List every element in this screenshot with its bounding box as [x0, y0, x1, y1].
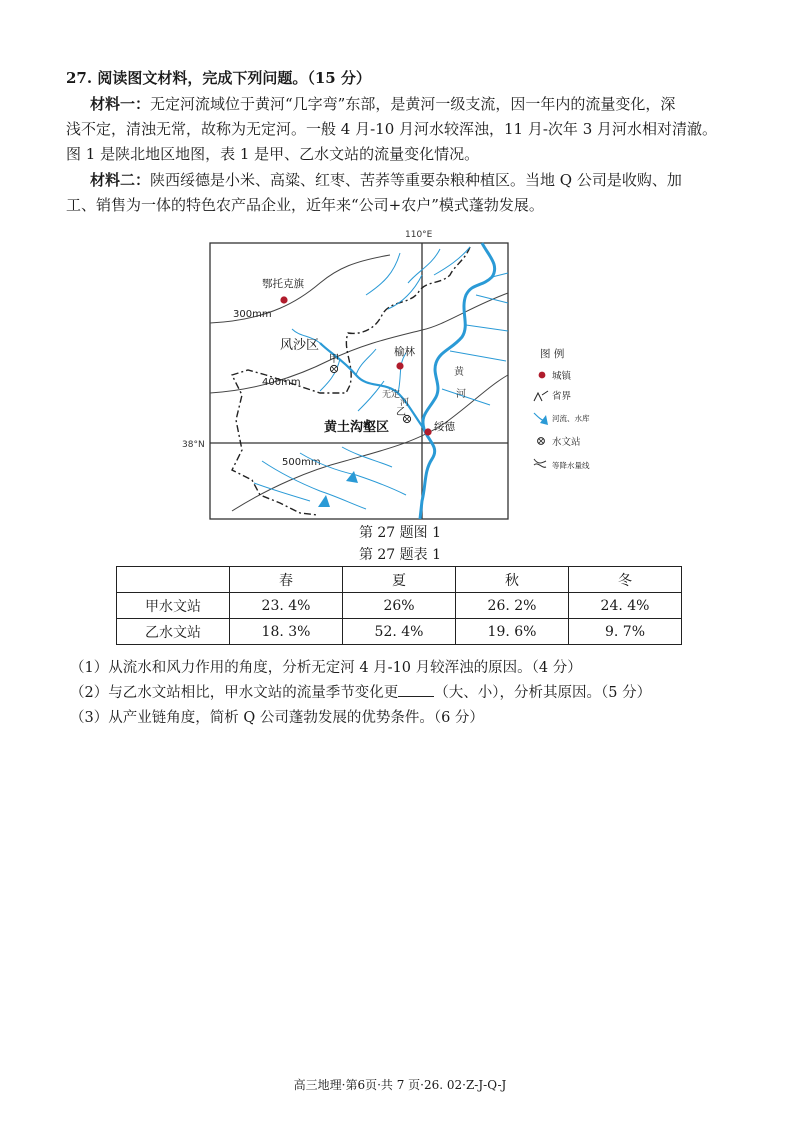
legend-city-icon — [539, 372, 546, 379]
legend-boundary-label: 省界 — [552, 391, 572, 402]
table-row — [117, 619, 682, 645]
reservoir-icon — [318, 495, 330, 507]
question-header: 27. 阅读图文材料，完成下列问题。（15 分） — [66, 69, 371, 87]
figure-caption: 第 27 题图 1 — [358, 525, 442, 541]
station-yi-label: 乙 — [396, 407, 406, 418]
huanghe-label-2: 河 — [456, 389, 466, 400]
city-yulin-label: 榆林 — [394, 346, 415, 358]
city-suide-label: 绥德 — [434, 421, 455, 433]
table-cell: 18. 3% — [230, 619, 343, 645]
yellow-river — [420, 243, 495, 519]
material2-line2: 工、销售为一体的特色农产品企业，近年来“公司+农户”模式蓬勃发展。 — [66, 196, 544, 214]
material1-label: 材料一： — [90, 95, 151, 113]
table-row — [117, 593, 682, 619]
wuding-label-1: 无 — [382, 390, 392, 400]
shaanbei-map-figure — [170, 225, 630, 525]
legend-station-label: 水文站 — [552, 437, 581, 448]
lat-label: 38°N — [182, 440, 205, 450]
flow-change-table — [116, 566, 682, 645]
material2-label: 材料二： — [90, 171, 151, 189]
isohyet-500-label: 500mm — [282, 457, 321, 468]
city-otog-label: 鄂托克旗 — [262, 278, 304, 290]
sub-question-2-before: （2）与乙水文站相比，甲水文站的流量季节变化更 — [70, 685, 399, 701]
table-cell: 52. 4% — [343, 619, 456, 645]
city-suide-dot — [424, 428, 431, 435]
table-header-cell — [117, 567, 230, 593]
material1-line2: 浅不定，清浊无常，故称为无定河。一般 4 月-10 月河水较浑浊，11 月-次年 3 月河水相对清澈。 — [66, 120, 718, 138]
table-cell: 19. 6% — [456, 619, 569, 645]
table-cell: 甲水文站 — [117, 593, 230, 619]
legend-boundary-icon — [534, 391, 548, 401]
wuding-label-3: 河 — [400, 398, 410, 408]
table-cell: 26% — [343, 593, 456, 619]
answer-blank[interactable] — [398, 682, 434, 697]
table-cell: 26. 2% — [456, 593, 569, 619]
wuding-label-2: 定 — [391, 390, 401, 400]
station-jia-label: 甲 — [329, 354, 339, 365]
material1-line3: 图 1 是陕北地区地图，表 1 是甲、乙水文站的流量变化情况。 — [66, 145, 480, 163]
sub-question-1: （1）从流水和风力作用的角度，分析无定河 4 月-10 月较浑浊的原因。（4 分） — [70, 660, 582, 676]
region-loess-label: 黄土沟壑区 — [324, 420, 390, 435]
material2-text1: 陕西绥德是小米、高粱、红枣、苦荞等重要杂粮种植区。当地 Q 公司是收购、加 — [150, 171, 682, 189]
table-caption: 第 27 题表 1 — [358, 547, 442, 563]
table-header-row — [117, 567, 682, 593]
city-yulin-dot — [396, 362, 403, 369]
table-header-cell: 夏 — [343, 567, 456, 593]
huanghe-label-1: 黄 — [454, 367, 464, 378]
table-cell: 9. 7% — [569, 619, 682, 645]
sub-question-3: （3）从产业链角度，简析 Q 公司蓬勃发展的优势条件。（6 分） — [70, 710, 484, 726]
table-cell: 24. 4% — [569, 593, 682, 619]
city-otog-dot — [280, 296, 287, 303]
material2-line1 — [90, 168, 682, 192]
legend-river-label: 河流、水库 — [552, 414, 590, 423]
table-header-cell: 秋 — [456, 567, 569, 593]
map-legend — [534, 347, 590, 470]
material1-line1 — [90, 92, 675, 116]
isohyet-300-label: 300mm — [233, 309, 272, 320]
map-frame — [210, 243, 508, 519]
isohyet-400-label: 400mm — [262, 377, 301, 388]
material1-text1: 无定河流域位于黄河“几字弯”东部，是黄河一级支流，因一年内的流量变化，深 — [150, 95, 676, 113]
table-cell: 乙水文站 — [117, 619, 230, 645]
lon-label: 110°E — [405, 230, 433, 240]
legend-title: 图 例 — [540, 348, 565, 360]
map-svg — [170, 225, 630, 525]
table-cell: 23. 4% — [230, 593, 343, 619]
southern-rivers — [254, 447, 406, 509]
page-footer: 高三地理·第6页·共 7 页·26. 02·Z-J-Q-J — [293, 1078, 507, 1092]
legend-isohyet-label: 等降水量线 — [552, 461, 590, 470]
yellow-river-tributaries — [442, 273, 508, 405]
sub-question-2-after: （大、小），分析其原因。（5 分） — [434, 685, 652, 701]
table-header-cell: 春 — [230, 567, 343, 593]
legend-isohyet-icon — [534, 459, 546, 467]
table-header-cell: 冬 — [569, 567, 682, 593]
legend-city-label: 城镇 — [552, 371, 572, 382]
sub-question-2 — [70, 681, 651, 702]
region-sandy-label: 风沙区 — [280, 338, 320, 353]
